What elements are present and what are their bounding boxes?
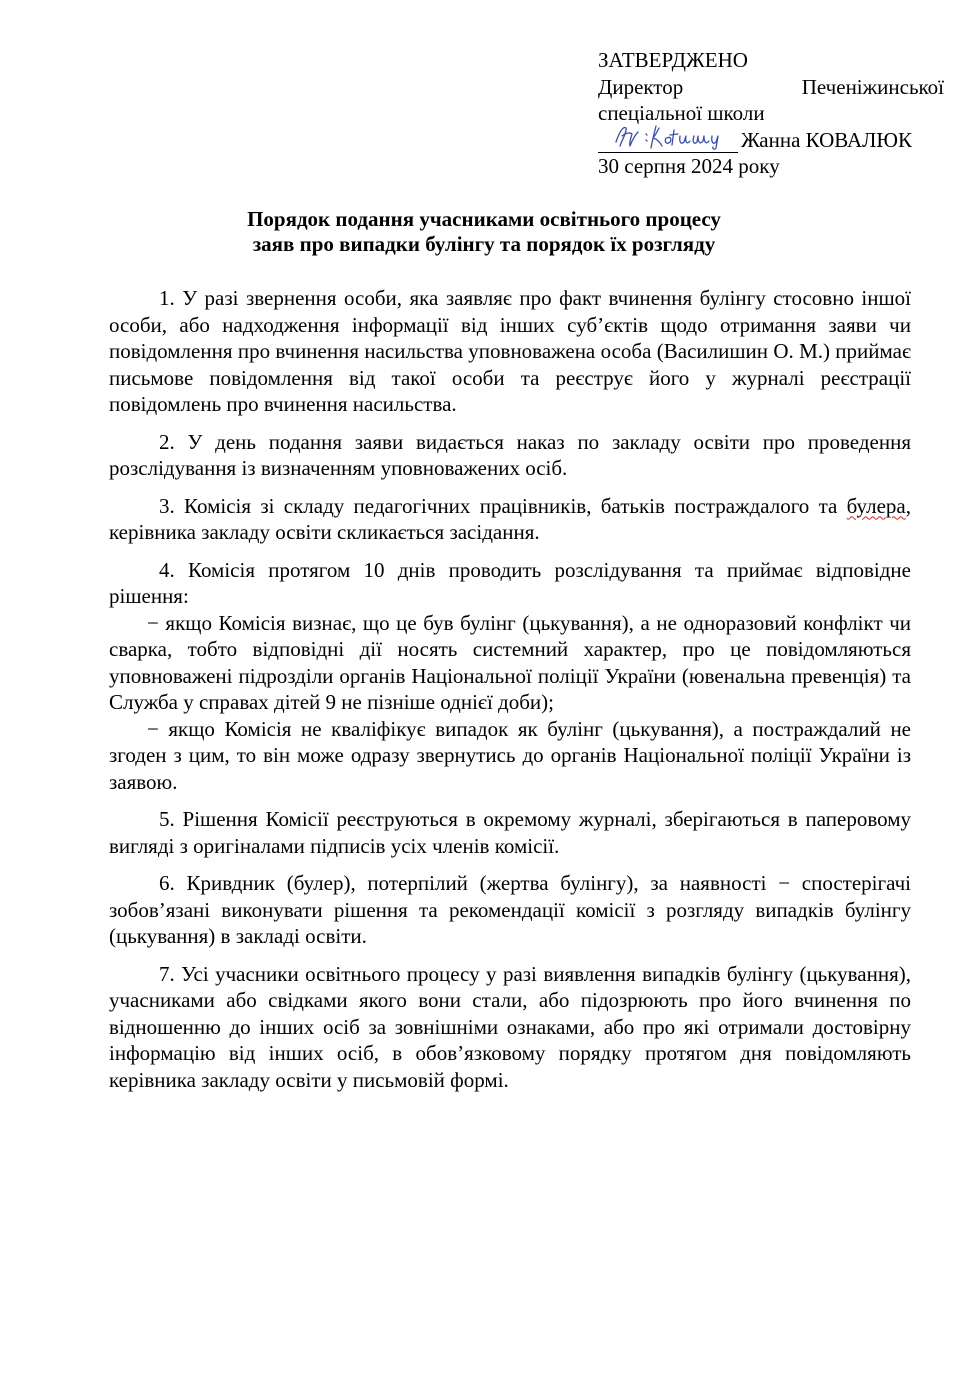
title-line-1: Порядок подання учасниками освітнього процесу [247,207,721,231]
approval-position-line2: спеціальної школи [598,101,765,125]
approval-heading: ЗАТВЕРДЖЕНО [598,48,748,72]
paragraph-7: 7. Усі учасники освітнього процесу у разі виявлення випадків булінгу (цькування), учасниками або свідками якого вони стали, або підозрюють про його вчинення по відношенню до інших осіб за зовнішніми ознаками, або про які отримали достовірну інформацію від інших осіб, в обов’язковому порядку протягом дня повідомляють керівника закладу освіти у письмовій формі. [109,961,911,1092]
paragraph-5: 5. Рішення Комісії реєструються в окремому журналі, зберігаються в паперовому вигляді з оригіналами підписів усіх членів комісії. [109,807,911,858]
paragraph-6: 6. Кривдник (булер), потерпілий (жертва булінгу), за наявності − спостерігачі зобов’язані виконувати рішення та рекомендації комісії з розгляду випадків булінгу (цькування) в закладі освіти. [109,871,911,948]
approval-date: 30 серпня 2024 року [598,154,780,178]
paragraph-3-part-b: , керівника закладу освіти скликається засідання. [109,493,911,544]
paragraph-4-list-item-2: − якщо Комісія не кваліфікує випадок як булінг (цькування), а постраждалий не згоден з цим, то він може одразу звернутись до органів Національної поліції України із заявою. [109,716,911,794]
title-line-2: заяв про випадки булінгу та порядок їх розгляду [252,232,716,256]
signature-line [598,127,944,154]
paragraph-3 [109,493,911,546]
approval-position-line1 [598,74,944,101]
paragraph-2: 2. У день подання заяви видається наказ по закладу освіти про проведення розслідування із визначенням уповноважених осіб. [109,429,911,480]
approval-position-word1: Директор [598,74,684,99]
paragraph-3-part-a: 3. Комісія зі складу педагогічних працівників, батьків постраждалого та [159,493,847,518]
document-body [109,285,911,1104]
paragraph-1: 1. У разі звернення особи, яка заявляє про факт вчинення булінгу стосовно іншої особи, або надходження інформації від інших суб’єктів щодо отримання заяви чи повідомлення про вчинення насильства уповноважена особа (Василишин О. М.) приймає письмове повідомлення від такої особи та реєструє його у журналі реєстрації повідомлень про вчинення насильства. [109,286,911,416]
approval-position-word2: Печеніжинської [801,74,944,99]
approval-signer-name: Жанна КОВАЛЮК [741,127,912,152]
handwritten-signature [612,120,730,150]
approval-block [598,47,944,180]
paragraph-4-list-item-1: − якщо Комісія визнає, що це був булінг (цькування), а не одноразовий конфлікт чи сварка, тобто відповідні дії носять системний характер, про це повідомляються уповноважені підрозділи органів Національної поліції України (ювенальна превенція) та Служба у справах дітей 9 не пізніше однієї доби); [109,610,911,714]
paragraph-4: 4. Комісія протягом 10 днів проводить розслідування та приймає відповідне рішення: [109,557,911,608]
signature-blank [598,130,738,153]
misspelled-word: булера [846,493,906,518]
document-title [0,207,968,257]
